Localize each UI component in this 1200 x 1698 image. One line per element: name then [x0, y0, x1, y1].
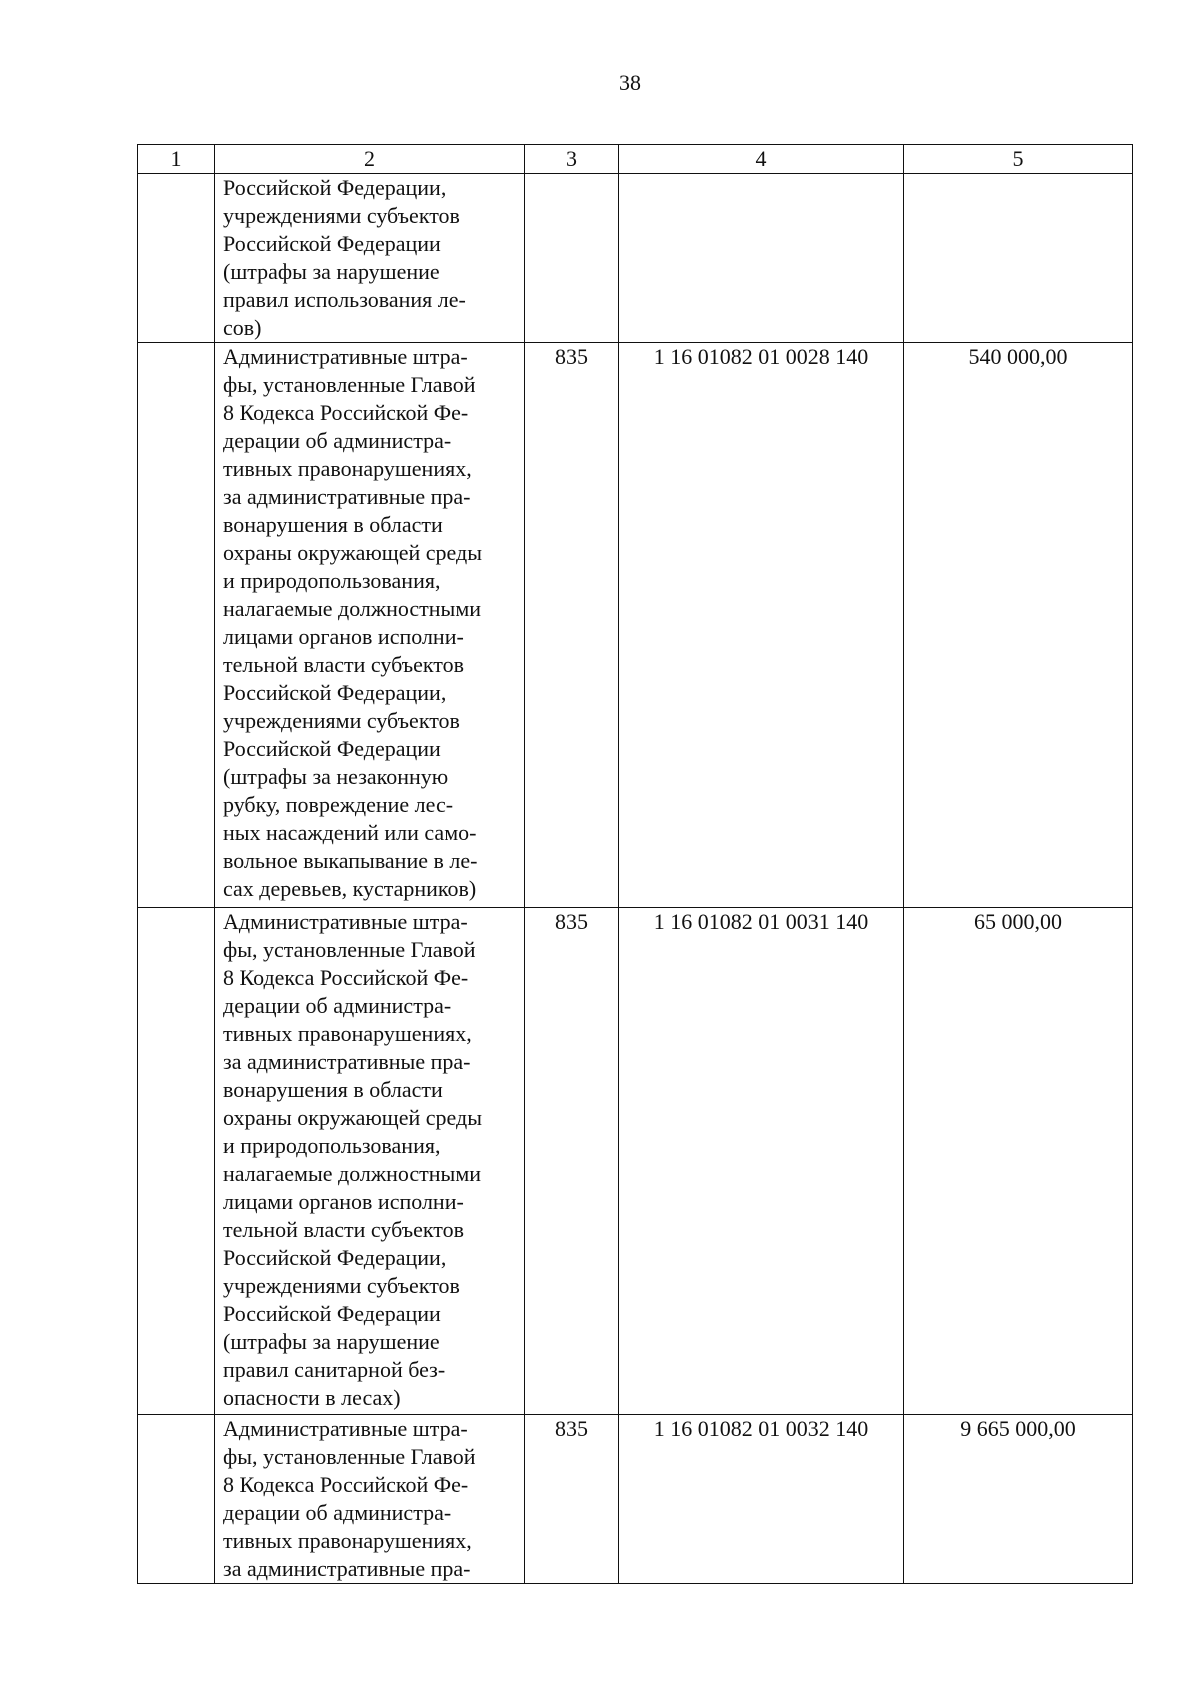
name-line: сов)	[223, 315, 262, 340]
cell-number	[138, 174, 215, 343]
name-line: (штрафы за нарушение	[223, 1329, 440, 1354]
cell-name	[215, 343, 525, 908]
cell-amount: 65 000,00	[904, 908, 1133, 1415]
name-line: налагаемые должностными	[223, 1161, 482, 1186]
name-line: Административные штра-	[223, 1416, 468, 1441]
cell-budget-code	[619, 174, 904, 343]
cell-name	[215, 908, 525, 1415]
name-line: тельной власти субъектов	[223, 1217, 465, 1242]
page-number: 38	[619, 70, 641, 95]
cell-budget-code: 1 16 01082 01 0028 140	[619, 343, 904, 908]
cell-admin-code: 835	[525, 343, 619, 908]
name-line: Российской Федерации,	[223, 175, 447, 200]
name-line: Российской Федерации,	[223, 1245, 447, 1270]
name-line: за административные пра-	[223, 1556, 471, 1581]
name-line: и природопользования,	[223, 1133, 441, 1158]
name-line: 8 Кодекса Российской Фе-	[223, 400, 469, 425]
name-line: фы, установленные Главой	[223, 1444, 476, 1469]
name-line: фы, установленные Главой	[223, 937, 476, 962]
cell-name	[215, 1415, 525, 1584]
cell-admin-code: 835	[525, 908, 619, 1415]
header-col-4: 4	[619, 145, 904, 174]
cell-amount: 9 665 000,00	[904, 1415, 1133, 1584]
name-line: охраны окружающей среды	[223, 540, 482, 565]
name-line: за административные пра-	[223, 484, 471, 509]
cell-amount: 540 000,00	[904, 343, 1133, 908]
name-line: лицами органов исполни-	[223, 1189, 464, 1214]
name-line: Российской Федерации	[223, 736, 441, 761]
cell-admin-code: 835	[525, 1415, 619, 1584]
cell-budget-code: 1 16 01082 01 0032 140	[619, 1415, 904, 1584]
name-line: налагаемые должностными	[223, 596, 482, 621]
table-row	[138, 343, 1133, 908]
cell-number	[138, 343, 215, 908]
name-line: учреждениями субъектов	[223, 1273, 460, 1298]
name-line: 8 Кодекса Российской Фе-	[223, 1472, 469, 1497]
name-line: дерации об администра-	[223, 1500, 452, 1525]
name-line: опасности в лесах)	[223, 1385, 401, 1410]
header-col-3: 3	[525, 145, 619, 174]
name-line: тельной власти субъектов	[223, 652, 465, 677]
header-col-5: 5	[904, 145, 1133, 174]
header-col-1: 1	[138, 145, 215, 174]
name-line: вольное выкапывание в ле-	[223, 848, 478, 873]
cell-admin-code	[525, 174, 619, 343]
name-line: Административные штра-	[223, 344, 468, 369]
cell-amount	[904, 174, 1133, 343]
name-line: и природопользования,	[223, 568, 441, 593]
name-line: за административные пра-	[223, 1049, 471, 1074]
name-line: Российской Федерации,	[223, 680, 447, 705]
name-line: правил санитарной без-	[223, 1357, 446, 1382]
budget-table	[137, 144, 1133, 1584]
header-row	[138, 145, 1133, 174]
name-line: охраны окружающей среды	[223, 1105, 482, 1130]
name-line: (штрафы за нарушение	[223, 259, 440, 284]
name-line: вонарушения в области	[223, 1077, 443, 1102]
table-row	[138, 174, 1133, 343]
name-line: учреждениями субъектов	[223, 708, 460, 733]
name-line: 8 Кодекса Российской Фе-	[223, 965, 469, 990]
name-line: ных насаждений или само-	[223, 820, 477, 845]
name-line: сах деревьев, кустарников)	[223, 876, 477, 901]
name-line: дерации об администра-	[223, 428, 452, 453]
name-line: Российской Федерации	[223, 1301, 441, 1326]
name-line: тивных правонарушениях,	[223, 1021, 472, 1046]
cell-name	[215, 174, 525, 343]
table-row	[138, 1415, 1133, 1584]
name-line: тивных правонарушениях,	[223, 456, 472, 481]
name-line: лицами органов исполни-	[223, 624, 464, 649]
name-line: рубку, повреждение лес-	[223, 792, 454, 817]
cell-number	[138, 908, 215, 1415]
name-line: правил использования ле-	[223, 287, 466, 312]
name-line: учреждениями субъектов	[223, 203, 460, 228]
name-line: тивных правонарушениях,	[223, 1528, 472, 1553]
name-line: дерации об администра-	[223, 993, 452, 1018]
cell-budget-code: 1 16 01082 01 0031 140	[619, 908, 904, 1415]
name-line: вонарушения в области	[223, 512, 443, 537]
header-col-2: 2	[215, 145, 525, 174]
name-line: (штрафы за незаконную	[223, 764, 449, 789]
table-row	[138, 908, 1133, 1415]
name-line: фы, установленные Главой	[223, 372, 476, 397]
name-line: Российской Федерации	[223, 231, 441, 256]
cell-number	[138, 1415, 215, 1584]
name-line: Административные штра-	[223, 909, 468, 934]
